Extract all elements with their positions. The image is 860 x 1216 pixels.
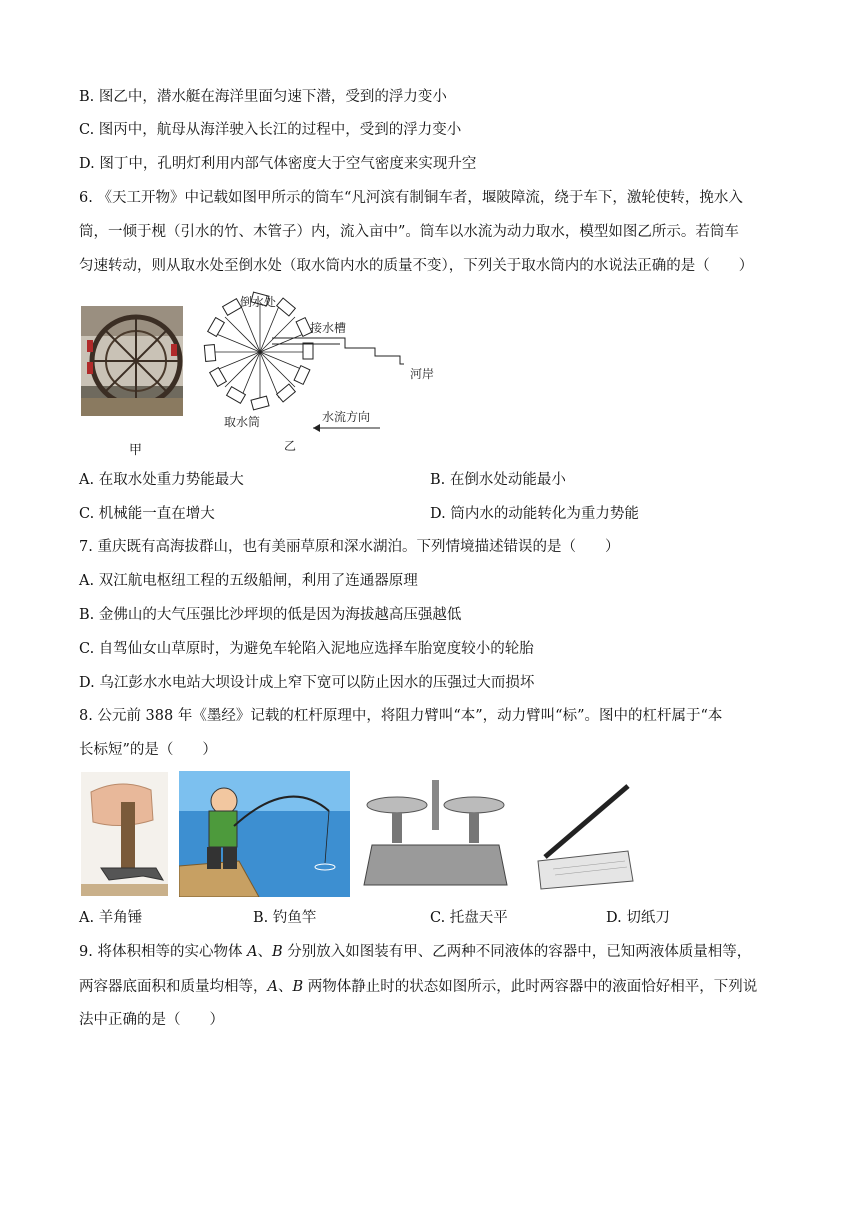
q8-stem-line2: 长标短”的是（ ） (79, 742, 217, 758)
q7-option-d: D. 乌江彭水水电站大坝设计成上窄下宽可以防止因水的压强过大而损坏 (79, 675, 535, 691)
label-bank: 河岸 (410, 367, 435, 381)
label-take: 取水筒 (224, 415, 261, 429)
label-trough: 接水槽 (310, 321, 347, 335)
q6-option-d: D. 筒内水的动能转化为重力势能 (430, 506, 639, 522)
water-wheel-diagram (200, 290, 450, 455)
label-pour: 倒水处 (240, 295, 277, 309)
q9-stem-line3: 法中正确的是（ ） (79, 1012, 224, 1028)
q7-option-b: B. 金佛山的大气压强比沙坪坝的低是因为海拔越高压强越低 (79, 607, 462, 623)
q5-option-c: C. 图丙中，航母从海洋驶入长江的过程中，受到的浮力变小 (79, 122, 462, 138)
fishing-rod-image (179, 771, 350, 897)
q8-option-a: A. 羊角锤 (79, 910, 143, 926)
q8-option-c: C. 托盘天平 (430, 910, 508, 926)
pan-balance-image (362, 775, 509, 893)
water-wheel-photo (81, 306, 183, 416)
q7-stem: 7. 重庆既有高海拔群山，也有美丽草原和深水湖泊。下列情境描述错误的是（ ） (79, 539, 620, 555)
q8-option-b: B. 钓鱼竿 (253, 910, 317, 926)
q8-stem-line1: 8. 公元前 388 年《墨经》记载的杠杆原理中，将阻力臂叫“本”，动力臂叫“标”。图中的杠杆属于“本 (79, 708, 723, 724)
paper-cutter-image (533, 781, 635, 891)
q6-stem-line2: 筒，一倾于枧（引水的竹、木管子）内，流入亩中”。筒车以水流为动力取水，模型如图乙所示。若筒车 (79, 224, 739, 240)
q9-stem-line1: 9. 将体积相等的实心物体 A、B 分别放入如图装有甲、乙两种不同液体的容器中，已知两液体质量相等， (79, 944, 752, 960)
q6-stem-line3: 匀速转动，则从取水处至倒水处（取水筒内水的质量不变），下列关于取水筒内的水说法正确的是（ ） (79, 258, 754, 274)
q8-option-d: D. 切纸刀 (606, 910, 670, 926)
q5-option-b: B. 图乙中，潜水艇在海洋里面匀速下潜，受到的浮力变小 (79, 89, 447, 105)
q6-option-b: B. 在倒水处动能最小 (430, 472, 566, 488)
q6-stem-line1: 6. 《天工开物》中记载如图甲所示的筒车“凡河滨有制铜车者，堰陂障流，绕于车下，激轮使转，挽水入 (79, 190, 743, 206)
q7-option-c: C. 自驾仙女山草原时，为避免车轮陷入泥地应选择车胎宽度较小的轮胎 (79, 641, 534, 657)
claw-hammer-image (81, 772, 168, 896)
label-flow: 水流方向 (322, 410, 371, 424)
figure-jia-label: 甲 (129, 443, 143, 458)
q9-stem-line2: 两容器底面积和质量均相等，A、B 两物体静止时的状态如图所示，此时两容器中的液面恰好相平，下列说 (79, 979, 758, 995)
figure-yi-label: 乙 (284, 439, 297, 453)
q6-option-c: C. 机械能一直在增大 (79, 506, 215, 522)
q6-option-a: A. 在取水处重力势能最大 (79, 472, 244, 488)
q7-option-a: A. 双江航电枢纽工程的五级船闸，利用了连通器原理 (79, 573, 418, 589)
q5-option-d: D. 图丁中，孔明灯利用内部气体密度大于空气密度来实现升空 (79, 156, 477, 172)
